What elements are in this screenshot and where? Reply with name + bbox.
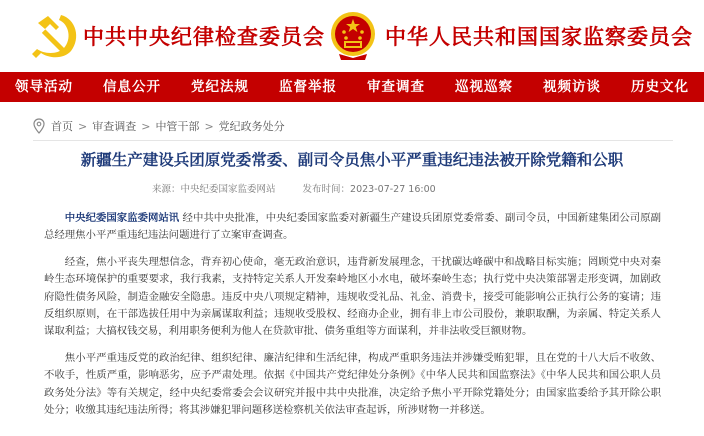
article-source: 来源：中央纪委国家监委网站 — [152, 184, 276, 195]
location-pin-icon — [33, 118, 45, 134]
nav-item-regulations[interactable]: 党纪法规 — [191, 79, 249, 95]
nav-item-video[interactable]: 视频访谈 — [543, 79, 601, 95]
breadcrumb — [33, 117, 285, 135]
breadcrumb-discipline-sanctions[interactable]: 党纪政务处分 — [218, 120, 285, 133]
article-paragraph-1-text: 经中共中央批准，中央纪委国家监委对新疆生产建设兵团原党委常委、副司令员，中国新建集团公司原副总经理焦小平严重违纪违法问题进行了立案审查调查。 — [44, 212, 662, 242]
nav-item-disclosure[interactable]: 信息公开 — [103, 79, 161, 95]
article-meta — [152, 181, 436, 195]
breadcrumb-home[interactable]: 首页 — [51, 120, 73, 133]
nav-item-investigation[interactable]: 审查调查 — [367, 79, 425, 95]
nav-item-history[interactable]: 历史文化 — [631, 79, 689, 95]
article-paragraph-1 — [44, 210, 661, 245]
main-nav — [0, 72, 704, 102]
breadcrumb-divider — [33, 140, 673, 141]
breadcrumb-central-cadres[interactable]: 中管干部 — [155, 120, 200, 133]
national-emblem-icon[interactable] — [325, 8, 381, 64]
breadcrumb-separator: > — [141, 119, 151, 133]
nav-item-inspection[interactable]: 巡视巡察 — [455, 79, 513, 95]
site-title-nsc[interactable]: 中华人民共和国国家监察委员会 — [385, 24, 693, 49]
nav-item-leadership[interactable]: 领导活动 — [15, 79, 73, 95]
nav-item-report[interactable]: 监督举报 — [279, 79, 337, 95]
site-title-ccdi[interactable]: 中共中央纪律检查委员会 — [83, 24, 325, 49]
article-title: 新疆生产建设兵团原党委常委、副司令员焦小平严重违纪违法被开除党籍和公职 — [80, 151, 624, 169]
article-paragraph-3: 焦小平严重违反党的政治纪律、组织纪律、廉洁纪律和生活纪律，构成严重职务违法并涉嫌受贿犯罪，且在党的十八大后不收敛、不收手，性质严重，影响恶劣，应予严肃处理。依据《中国共产党纪律处分条例》《中华人民共和国监察法》《中华人民共和国公职人员政务处分法》等有关规定，经中央纪委常委会会议研究并报中共中央批准，决定给予焦小平开除党籍处分；由国家监委给予其开除公职处分；收缴其违纪违法所得；将其涉嫌犯罪问题移送检察机关依法审查起诉，所涉财物一并移送。 — [44, 352, 661, 416]
breadcrumb-separator: > — [78, 119, 88, 133]
article-paragraph-2: 经查，焦小平丧失理想信念，背弃初心使命，毫无政治意识，违背新发展理念，干扰碳达峰碳中和战略目标实施；罔顾党中央对秦岭生态环境保护的重要要求，我行我素，支持特定关系人开发秦岭地区小水电，破坏秦岭生态；执行党中央决策部署走形变调，加剧政府隐性债务风险，制造金融安全隐患。违反中央八项规定精神，违规收受礼品、礼金、消费卡，接受可能影响公正执行公务的宴请；违反组织原则，在干部选拔任用中为亲属谋取利益；违规收受股权、经商办企业，拥有非上市公司股份，兼职取酬，为亲属、特定关系人谋取利益；大搞权钱交易，利用职务便利为他人在贷款审批、债务重组等方面谋利，并非法收受巨额财物。 — [44, 256, 661, 338]
article-lead-label: 中央纪委国家监委网站讯 — [64, 212, 180, 224]
site-header — [0, 0, 704, 72]
article-date: 发布时间：2023-07-27 16:00 — [302, 184, 436, 195]
breadcrumb-separator: > — [204, 119, 214, 133]
breadcrumb-investigation[interactable]: 审查调查 — [92, 120, 137, 133]
party-emblem-icon[interactable] — [28, 8, 84, 64]
